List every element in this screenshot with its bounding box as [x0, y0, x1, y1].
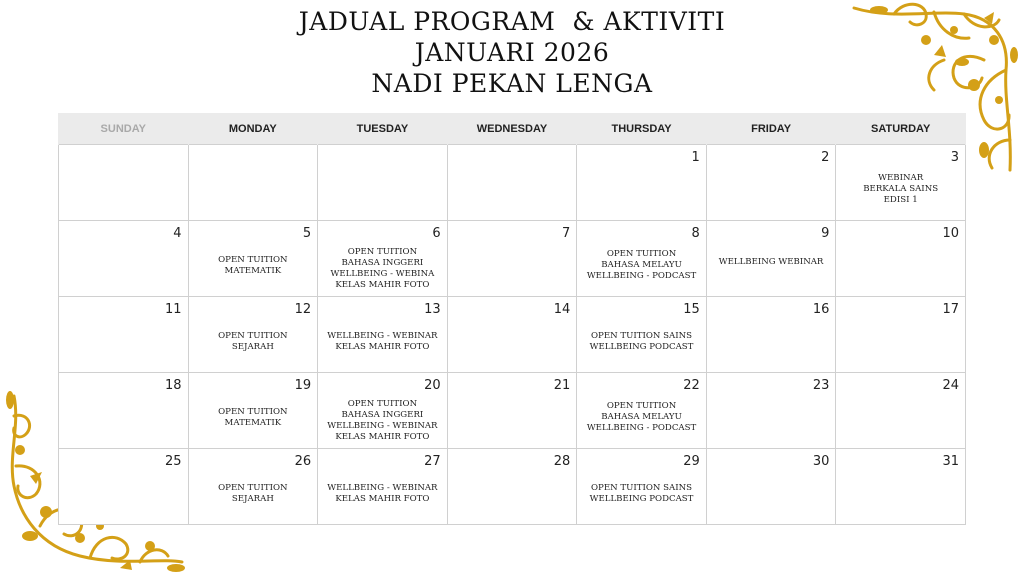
event-item: OPEN TUITION [218, 255, 288, 265]
event-list [191, 407, 316, 429]
event-item: OPEN TUITION [606, 249, 677, 259]
day-number: 8 [691, 226, 700, 241]
day-number: 18 [165, 378, 182, 393]
day-number: 31 [942, 454, 959, 469]
event-item: OPEN TUITION SAINS [591, 483, 693, 493]
day-number: 27 [424, 454, 441, 469]
event-list [709, 257, 834, 268]
calendar-day-cell[interactable] [836, 145, 966, 221]
day-number: 16 [812, 302, 830, 317]
page-title: JADUAL PROGRAM & AKTIVITI [298, 7, 726, 36]
calendar-day-cell[interactable] [188, 221, 318, 297]
day-number: 15 [683, 302, 700, 317]
day-number: 28 [553, 454, 571, 469]
weekday-header-thursday: THURSDAY [577, 113, 707, 145]
calendar-day-cell[interactable] [59, 145, 189, 221]
calendar-week-row [59, 221, 966, 297]
calendar-day-cell[interactable] [577, 221, 707, 297]
calendar-day-cell[interactable] [188, 297, 318, 373]
event-list [191, 255, 316, 277]
event-item: OPEN TUITION [218, 331, 288, 341]
calendar-day-cell[interactable] [706, 449, 836, 525]
day-number: 2 [821, 150, 830, 165]
calendar-day-cell[interactable] [577, 449, 707, 525]
day-number: 26 [294, 454, 312, 469]
day-number: 19 [294, 378, 312, 393]
event-item: WELLBEING - WEBINAR [327, 483, 438, 493]
weekday-header-sunday: SUNDAY [59, 113, 189, 145]
event-item: SEJARAH [231, 494, 274, 504]
event-item: OPEN TUITION [347, 247, 418, 257]
day-number: 30 [812, 454, 830, 469]
event-item: WELLBEING WEBINAR [718, 257, 824, 267]
calendar-body [59, 145, 966, 525]
calendar-week-row [59, 373, 966, 449]
event-item: WELLBEING - PODCAST [586, 271, 697, 281]
event-list [191, 331, 316, 353]
calendar-day-cell[interactable] [577, 373, 707, 449]
event-item: BAHASA MELAYU [601, 260, 682, 270]
calendar-day-cell[interactable] [188, 373, 318, 449]
calendar-day-cell[interactable] [447, 297, 577, 373]
calendar-day-cell[interactable] [59, 297, 189, 373]
event-item: KELAS MAHIR FOTO [335, 280, 430, 290]
event-item: WELLBEING - WEBINAR [327, 421, 438, 431]
weekday-header-saturday: SATURDAY [836, 113, 966, 145]
calendar-day-cell[interactable] [577, 297, 707, 373]
event-item: BAHASA INGGERI [341, 410, 424, 420]
event-item: SEJARAH [231, 342, 274, 352]
day-number: 22 [683, 378, 700, 393]
day-number: 1 [691, 150, 700, 165]
calendar-day-cell[interactable] [706, 297, 836, 373]
calendar-day-cell[interactable] [447, 449, 577, 525]
day-number: 14 [553, 302, 571, 317]
event-item: WELLBEING - WEBINA [330, 269, 435, 279]
weekday-header-monday: MONDAY [188, 113, 318, 145]
event-item: WELLBEING - PODCAST [586, 423, 697, 433]
calendar-day-cell[interactable] [318, 373, 448, 449]
day-number: 5 [302, 226, 312, 241]
event-list [320, 247, 445, 291]
event-item: MATEMATIK [224, 418, 282, 428]
event-item: OPEN TUITION SAINS [591, 331, 693, 341]
event-list [320, 331, 445, 353]
day-number: 17 [942, 302, 959, 317]
event-item: OPEN TUITION [218, 483, 288, 493]
event-item: EDISI 1 [883, 195, 918, 205]
calendar-day-cell[interactable] [59, 221, 189, 297]
day-number: 10 [942, 226, 959, 241]
event-item: KELAS MAHIR FOTO [335, 342, 430, 352]
event-item: WEBINAR [878, 173, 924, 183]
day-number: 3 [950, 150, 959, 165]
calendar-day-cell[interactable] [447, 221, 577, 297]
day-number: 12 [294, 302, 312, 317]
event-list [579, 483, 704, 505]
event-item: OPEN TUITION [347, 399, 418, 409]
event-list [838, 173, 963, 206]
calendar-day-cell[interactable] [706, 145, 836, 221]
event-item: WELLBEING - WEBINAR [327, 331, 438, 341]
calendar-day-cell[interactable] [577, 145, 707, 221]
event-item: KELAS MAHIR FOTO [335, 432, 430, 442]
day-number: 11 [165, 302, 182, 317]
calendar-day-cell[interactable] [447, 373, 577, 449]
calendar-day-cell[interactable] [188, 145, 318, 221]
calendar-day-cell[interactable] [318, 449, 448, 525]
event-item: BAHASA MELAYU [601, 412, 682, 422]
event-list [579, 331, 704, 353]
event-list [579, 401, 704, 434]
calendar-day-cell[interactable] [318, 145, 448, 221]
event-item: OPEN TUITION [606, 401, 677, 411]
event-item: BERKALA SAINS [863, 184, 939, 194]
calendar-day-cell[interactable] [59, 449, 189, 525]
day-number: 20 [424, 378, 441, 393]
calendar-week-row [59, 145, 966, 221]
title-block [0, 6, 1024, 99]
day-number: 21 [553, 378, 571, 393]
event-list [191, 483, 316, 505]
weekday-header-tuesday: TUESDAY [318, 113, 448, 145]
day-number: 25 [165, 454, 182, 469]
calendar-day-cell[interactable] [836, 221, 966, 297]
event-item: WELLBEING PODCAST [589, 342, 694, 352]
event-item: MATEMATIK [224, 266, 282, 276]
calendar-day-cell[interactable] [836, 373, 966, 449]
event-list [579, 249, 704, 282]
day-number: 13 [424, 302, 441, 317]
event-item: KELAS MAHIR FOTO [335, 494, 430, 504]
day-number: 6 [432, 226, 441, 241]
event-item: WELLBEING PODCAST [589, 494, 694, 504]
calendar-week-row [59, 449, 966, 525]
calendar-day-cell[interactable] [318, 221, 448, 297]
weekday-header-row [59, 113, 966, 145]
event-list [320, 483, 445, 505]
day-number: 4 [173, 226, 182, 241]
day-number: 7 [561, 226, 571, 241]
event-item: OPEN TUITION [218, 407, 288, 417]
page-subtitle-location: NADI PEKAN LENGA [371, 69, 653, 98]
day-number: 24 [942, 378, 959, 393]
day-number: 23 [812, 378, 830, 393]
calendar-day-cell[interactable] [706, 221, 836, 297]
day-number: 9 [821, 226, 830, 241]
calendar-day-cell[interactable] [836, 449, 966, 525]
calendar-grid [58, 113, 966, 525]
calendar-day-cell[interactable] [188, 449, 318, 525]
page-subtitle-month: JANUARI 2026 [414, 38, 610, 67]
calendar-day-cell[interactable] [318, 297, 448, 373]
calendar-week-row [59, 297, 966, 373]
calendar-day-cell[interactable] [836, 297, 966, 373]
calendar-day-cell[interactable] [706, 373, 836, 449]
event-list [320, 399, 445, 443]
calendar-day-cell[interactable] [447, 145, 577, 221]
event-item: BAHASA INGGERI [341, 258, 424, 268]
day-number: 29 [683, 454, 700, 469]
weekday-header-wednesday: WEDNESDAY [447, 113, 577, 145]
weekday-header-friday: FRIDAY [706, 113, 836, 145]
calendar-day-cell[interactable] [59, 373, 189, 449]
